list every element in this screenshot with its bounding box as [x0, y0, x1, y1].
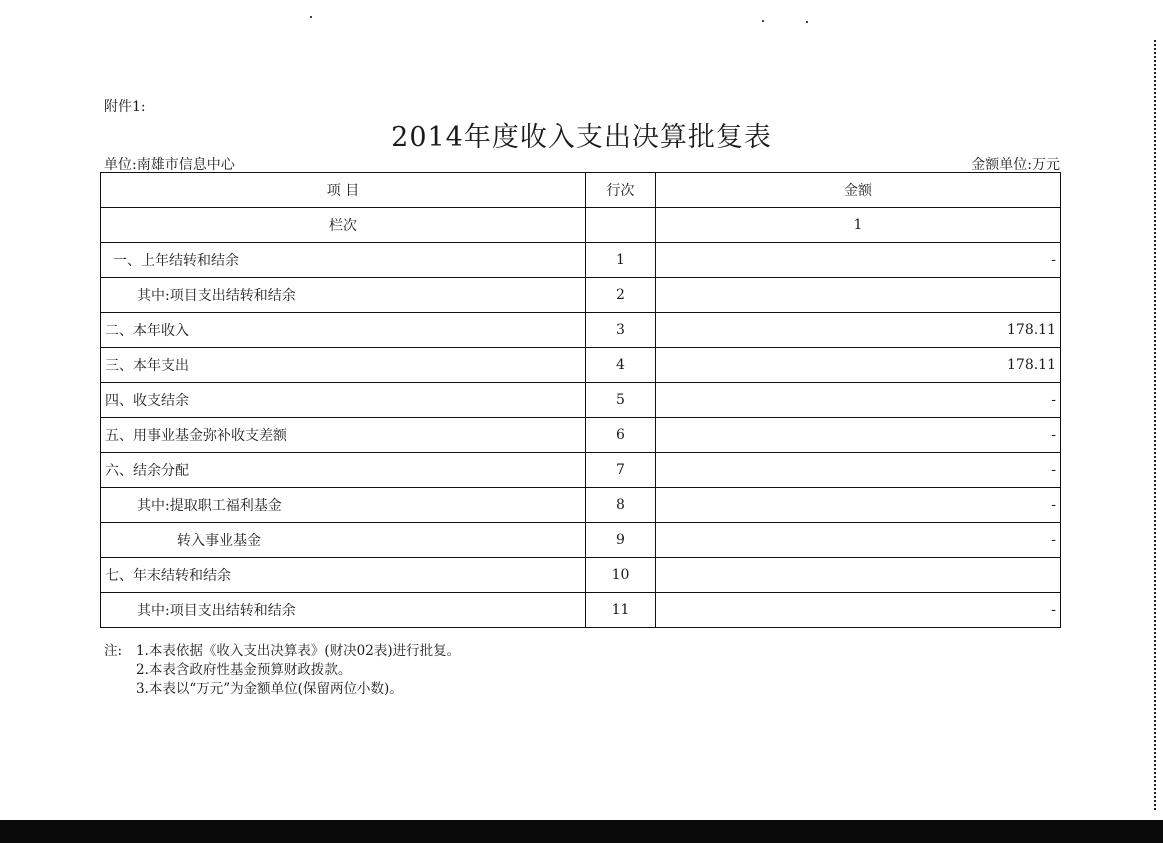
row-amount: -: [656, 453, 1061, 488]
note-line: [104, 661, 460, 680]
table-row: [101, 453, 1061, 488]
row-item: 其中:项目支出结转和结余: [101, 593, 586, 628]
column-index-item: 栏次: [101, 208, 586, 243]
row-item: 其中:项目支出结转和结余: [101, 278, 586, 313]
header-row-no: 行次: [586, 173, 656, 208]
column-index-row-no: [586, 208, 656, 243]
header-item: 项 目: [101, 173, 586, 208]
row-amount: [656, 558, 1061, 593]
row-item: 三、本年支出: [101, 348, 586, 383]
row-no: 11: [586, 593, 656, 628]
scan-speck: [310, 16, 312, 18]
row-amount: [656, 278, 1061, 313]
note-text: 1.本表依据《收入支出决算表》(财决02表)进行批复。: [136, 643, 461, 659]
table-row: [101, 523, 1061, 558]
note-text: 3.本表以“万元”为金额单位(保留两位小数)。: [136, 681, 403, 697]
row-amount: -: [656, 593, 1061, 628]
row-item: 六、结余分配: [101, 453, 586, 488]
scan-edge: [1154, 40, 1158, 810]
row-amount: -: [656, 488, 1061, 523]
row-item: 转入事业基金: [101, 523, 586, 558]
column-index-amount: 1: [656, 208, 1061, 243]
table-row: [101, 488, 1061, 523]
row-no: 5: [586, 383, 656, 418]
row-item: 二、本年收入: [101, 313, 586, 348]
row-item: 其中:提取职工福利基金: [101, 488, 586, 523]
row-item: 五、用事业基金弥补收支差额: [101, 418, 586, 453]
attachment-label: 附件1:: [104, 99, 146, 115]
table-row: [101, 313, 1061, 348]
row-amount: -: [656, 243, 1061, 278]
row-no: 7: [586, 453, 656, 488]
table-row: [101, 418, 1061, 453]
notes-section: [104, 642, 460, 699]
row-no: 4: [586, 348, 656, 383]
scan-bottom-edge: [0, 820, 1163, 843]
scan-speck: [806, 21, 808, 23]
table-header-row: [101, 173, 1061, 208]
row-amount: 178.11: [656, 313, 1061, 348]
row-amount: -: [656, 523, 1061, 558]
organization-unit: 单位:南雄市信息中心: [104, 157, 235, 173]
row-amount: -: [656, 418, 1061, 453]
amount-unit: 金额单位:万元: [971, 157, 1060, 173]
scan-speck: [762, 20, 764, 22]
settlement-table: [100, 172, 1061, 628]
row-no: 10: [586, 558, 656, 593]
column-index-row: [101, 208, 1061, 243]
row-amount: 178.11: [656, 348, 1061, 383]
document-title: 2014年度收入支出决算批复表: [391, 122, 772, 153]
note-text: 2.本表含政府性基金预算财政拨款。: [136, 662, 352, 678]
table-row: [101, 383, 1061, 418]
row-no: 1: [586, 243, 656, 278]
row-no: 2: [586, 278, 656, 313]
row-item: 七、年末结转和结余: [101, 558, 586, 593]
row-no: 6: [586, 418, 656, 453]
table-row: [101, 348, 1061, 383]
row-item: 一、上年结转和结余: [101, 243, 586, 278]
note-line: [104, 680, 460, 699]
table-row: [101, 243, 1061, 278]
note-line: [104, 642, 460, 661]
table-row: [101, 593, 1061, 628]
table-row: [101, 278, 1061, 313]
row-no: 9: [586, 523, 656, 558]
row-no: 8: [586, 488, 656, 523]
table-row: [101, 558, 1061, 593]
row-item: 四、收支结余: [101, 383, 586, 418]
row-no: 3: [586, 313, 656, 348]
row-amount: -: [656, 383, 1061, 418]
header-amount: 金额: [656, 173, 1061, 208]
notes-label: 注:: [104, 643, 123, 659]
